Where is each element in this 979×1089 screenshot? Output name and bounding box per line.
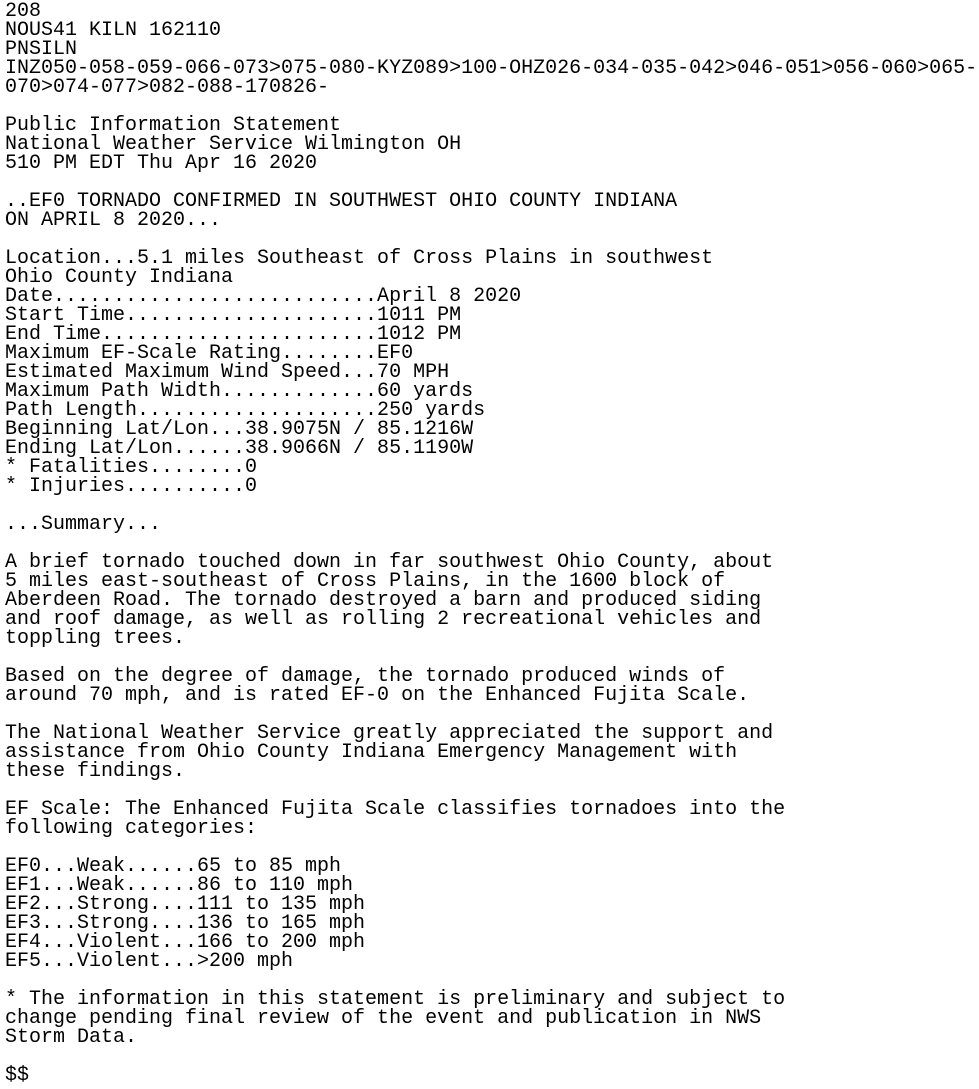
statement-line: 5 miles east-southeast of Cross Plains, in the 1600 block of — [5, 570, 726, 593]
statement-line: EF2...Strong....111 to 135 mph — [5, 893, 366, 916]
statement-line: * The information in this statement is preliminary and subject to — [5, 988, 786, 1011]
statement-line: Maximum EF-Scale Rating........EF0 — [5, 342, 414, 365]
statement-line: EF1...Weak......86 to 110 mph — [5, 874, 354, 897]
statement-line: ..EF0 TORNADO CONFIRMED IN SOUTHWEST OHIO COUNTY INDIANA — [5, 190, 678, 213]
statement-line: Aberdeen Road. The tornado destroyed a barn and produced siding — [5, 589, 762, 612]
statement-line: Estimated Maximum Wind Speed...70 MPH — [5, 361, 450, 384]
statement-line: Path Length....................250 yards — [5, 399, 486, 422]
statement-line: Beginning Lat/Lon...38.9075N / 85.1216W — [5, 418, 474, 441]
statement-line: Maximum Path Width.............60 yards — [5, 380, 474, 403]
statement-line: and roof damage, as well as rolling 2 recreational vehicles and — [5, 608, 762, 631]
statement-line: ...Summary... — [5, 513, 162, 536]
statement-line: $$ — [5, 1064, 30, 1087]
statement-line: PNSILN — [5, 38, 78, 61]
statement-line: NOUS41 KILN 162110 — [5, 19, 222, 42]
statement-line: A brief tornado touched down in far southwest Ohio County, about — [5, 551, 774, 574]
statement-line: Based on the degree of damage, the tornado produced winds of — [5, 665, 726, 688]
statement-line: around 70 mph, and is rated EF-0 on the Enhanced Fujita Scale. — [5, 684, 750, 707]
statement-line — [5, 1047, 979, 1066]
statement-line: INZ050-058-059-066-073>075-080-KYZ089>100-OHZ026-034-035-042>046-051>056-060>065- — [5, 57, 978, 80]
statement-line: The National Weather Service greatly appreciated the support and — [5, 722, 774, 745]
statement-line: Public Information Statement — [5, 114, 342, 137]
statement-line: change pending final review of the event and publication in NWS — [5, 1007, 762, 1030]
statement-line: Date...........................April 8 2020 — [5, 285, 522, 308]
statement-line: EF Scale: The Enhanced Fujita Scale classifies tornadoes into the — [5, 798, 786, 821]
statement-line: Storm Data. — [5, 1026, 138, 1049]
statement-line: toppling trees. — [5, 627, 186, 650]
statement-line: Ohio County Indiana — [5, 266, 234, 289]
statement-line: ON APRIL 8 2020... — [5, 209, 222, 232]
statement-line: these findings. — [5, 760, 186, 783]
statement-line: assistance from Ohio County Indiana Emergency Management with — [5, 741, 738, 764]
statement-line: 510 PM EDT Thu Apr 16 2020 — [5, 152, 318, 175]
statement-line: EF0...Weak......65 to 85 mph — [5, 855, 342, 878]
statement-line: 208 — [5, 0, 42, 23]
statement-line: * Injuries..........0 — [5, 475, 258, 498]
statement-line: National Weather Service Wilmington OH — [5, 133, 462, 156]
statement-line: End Time.......................1012 PM — [5, 323, 462, 346]
statement-line: EF5...Violent...>200 mph — [5, 950, 294, 973]
statement-line: Location...5.1 miles Southeast of Cross Plains in southwest — [5, 247, 714, 270]
statement-line: EF4...Violent...166 to 200 mph — [5, 931, 366, 954]
statement-line: Ending Lat/Lon......38.9066N / 85.1190W — [5, 437, 474, 460]
statement-line: Start Time.....................1011 PM — [5, 304, 462, 327]
statement-line: 070>074-077>082-088-170826- — [5, 76, 330, 99]
statement-line: EF3...Strong....136 to 165 mph — [5, 912, 366, 935]
statement-line: following categories: — [5, 817, 258, 840]
statement-line: * Fatalities........0 — [5, 456, 258, 479]
